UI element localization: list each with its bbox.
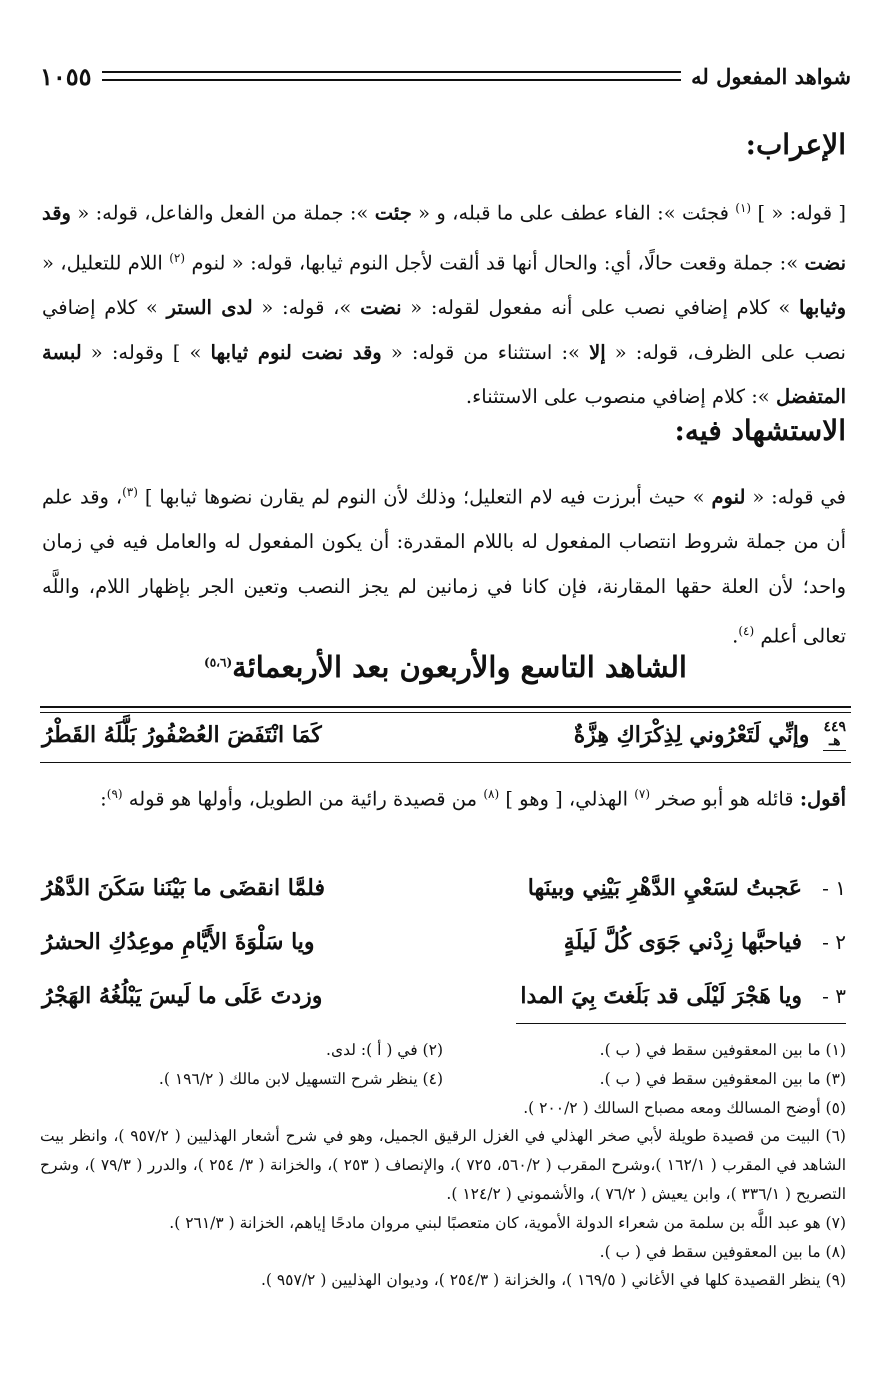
footnote-6: (٦) البيت من قصيدة طويلة لأبي صخر الهذلي في الغزل الرقيق الجميل، وهو في شرح أشعار الهذليين ( ٩٥٧/٢ )، وانظر بيت الشاهد في المقرب ( ١٦٢/١ )،وشرح المقرب ( ٥٦٠/٢، ٧٢٥ )، والإنصاف ( ٢٥٣ )، والخزانة ( ٣/ ٢٥٤ )، والدرر ( ٧٩/٣ )، وشرح التصريح ( ٣٣٦/١ )، وابن يعيش ( ٧٦/٢ )، والأشموني ( ١٢٤/٢ ). (40, 1127, 847, 1203)
footnote-ref: (٢) (169, 251, 186, 265)
poem-hemistich-1: فياحبَّها زِدْني جَوَى كُلَّ لَيلَةٍ (563, 929, 802, 955)
poem-line-number: ١ - (822, 876, 846, 900)
footnote-row (40, 1036, 846, 1065)
footnote-rule (516, 1023, 846, 1024)
poem-hemistich-1: ويا هَجْرَ لَيْلَى قد بَلَغتَ بِيَ المدا (520, 983, 802, 1009)
page-number: ١٠٥٥ (40, 61, 92, 91)
istishhad-paragraph (42, 470, 846, 659)
poem-line (42, 915, 846, 969)
text-run: » كلام إضافي نصب على أنه مفعول لقوله: « (401, 296, 799, 319)
text-run: اللام للتعليل، « (42, 251, 170, 275)
bold-phrase: وقد نضت لنوم ثيابها (210, 340, 382, 364)
text-run: [ قوله: « ] (751, 201, 846, 225)
footnote-ref: (٩) (106, 787, 123, 801)
i3rab-heading: الإعراب: (745, 128, 846, 161)
bold-phrase: أقول: (799, 787, 846, 811)
shahid-verse (42, 712, 846, 758)
text-run: في قوله: « (745, 485, 846, 509)
text-run: » ] وقوله: « (81, 340, 211, 364)
header-rule (102, 71, 682, 81)
text-run: الهذلي، [ وهو ] (499, 787, 635, 811)
verse-hemistich-1: وإنِّي لَتَعْرُوني لِذِكْرَاكِ هِزَّةٌ (573, 722, 810, 748)
text-run: » حيث أبرزت فيه لام التعليل؛ وذلك لأن النوم لم يقارن نضوها ثيابها ] (137, 485, 712, 509)
verse-number (823, 720, 846, 751)
poem-line-number: ٣ - (822, 984, 846, 1008)
text-run: . (732, 624, 739, 648)
verse-number-value: ٤٤٩ (823, 718, 846, 735)
verse-number-sub: هـ (828, 732, 841, 749)
footnote-2: (٢) في ( أ ): لدى. (326, 1041, 443, 1059)
poem-hemistich-2: وزدتَ عَلَى ما لَيسَ يَبْلُغُهُ الهَجْرُ (42, 983, 323, 1009)
bold-phrase: وثيابها (798, 296, 847, 319)
footnote-ref: (٨) (483, 787, 500, 801)
text-run: من قصيدة رائية من الطويل، وأولها هو قوله (122, 787, 484, 811)
shahid-title-text: الشاهد التاسع والأربعون بعد الأربعمائة (232, 650, 687, 684)
bold-phrase: لنوم (711, 485, 746, 509)
poem (42, 861, 846, 1023)
verse-bottom-rule (40, 762, 851, 763)
poem-hemistich-2: فلمَّا انقضَى ما بَيْنَنا سَكَنَ الدَّهْرُ (42, 875, 325, 901)
running-title: شواهد المفعول له (691, 63, 851, 89)
text-run: » كلام إضافي نصب على الظرف، قوله: « (42, 296, 846, 364)
text-run: »: كلام إضافي منصوب على الاستثناء. (465, 385, 776, 408)
text-run: : (100, 787, 107, 811)
footnote-4: (٤) ينظر شرح التسهيل لابن مالك ( ١٩٦/٢ ). (158, 1069, 443, 1088)
shahid-title-ref: (٥،٦) (204, 655, 233, 670)
shahid-title (40, 650, 851, 684)
poem-line-number: ٢ - (822, 930, 846, 954)
text-run: »: جملة وقعت حالًا، أي: والحال أنها قد ألقت لأجل النوم ثيابها، قوله: « لنوم (185, 251, 805, 275)
text-run: قائله هو أبو صخر (650, 787, 800, 811)
bold-phrase: لبسة المتفضل (42, 340, 846, 408)
footnote-ref: (٤) (738, 624, 755, 638)
footnote-1: (١) ما بين المعقوفين سقط في ( ب ). (599, 1041, 846, 1059)
i3rab-paragraph (42, 186, 846, 420)
footnote-8: (٨) ما بين المعقوفين سقط في ( ب ). (599, 1242, 846, 1261)
text-run: »، قوله: « (252, 296, 361, 319)
aqul-paragraph (42, 772, 846, 822)
bold-phrase: إلا (589, 340, 606, 364)
bold-phrase: وقد نضت (42, 201, 847, 275)
poem-line (42, 969, 846, 1023)
text-run: »: جملة من الفعل والفاعل، قوله: « (70, 201, 375, 225)
footnote-7: (٧) هو عبد اللَّه بن سلمة من شعراء الدولة الأموية، كان متعصبًا لبني مروان مادحًا إياهم، الخزانة ( ٢٦١/٣ ). (169, 1213, 846, 1232)
footnote-ref: (٧) (634, 787, 651, 801)
poem-hemistich-2: ويا سَلْوَةَ الأَيَّامِ موعِدُكِ الحشرُ (42, 929, 315, 955)
bold-phrase: لدى الستر (166, 296, 253, 319)
footnote-3: (٣) ما بين المعقوفين سقط في ( ب ). (599, 1069, 846, 1088)
bold-phrase: جئت (374, 201, 412, 225)
page-header (40, 58, 851, 94)
bold-phrase: نضت (360, 296, 402, 319)
footnote-ref: (١) (735, 201, 752, 215)
verse-hemistich-2: كَمَا انْتَفَضَ العُصْفُورُ بَلَّلَهُ القَطْرُ (42, 722, 322, 748)
footnotes (40, 1036, 846, 1295)
poem-line (42, 861, 846, 915)
footnote-5: (٥) أوضح المسالك ومعه مصباح السالك ( ٢٠٠/٢ ). (523, 1098, 846, 1117)
text-run: فجئت »: الفاء عطف على ما قبله، و « (411, 201, 736, 225)
text-run: ، وقد علم أن من جملة شروط انتصاب المفعول له باللام المقدرة: أن يكون المفعول له والعامل فيه في زمان واحد؛ لأن العلة حقها المقارنة، فإن كانا في زمانين لم يجز النصب وتعين الجر بإظهار اللام، واللَّه تعالى أعلم (42, 485, 846, 648)
footnote-row (40, 1065, 846, 1094)
text-run: »: استثناء من قوله: « (381, 340, 590, 364)
istishhad-heading: الاستشهاد فيه: (674, 414, 846, 447)
footnote-ref: (٣) (122, 485, 138, 499)
footnote-9: (٩) ينظر القصيدة كلها في الأغاني ( ١٦٩/٥ )، والخزانة ( ٢٥٤/٣ )، وديوان الهذليين ( ٩٥٧/٢ ). (260, 1271, 846, 1290)
poem-hemistich-1: عَجبتُ لسَعْيِ الدَّهْرِ بَيْنِي وبينَها (527, 875, 802, 901)
